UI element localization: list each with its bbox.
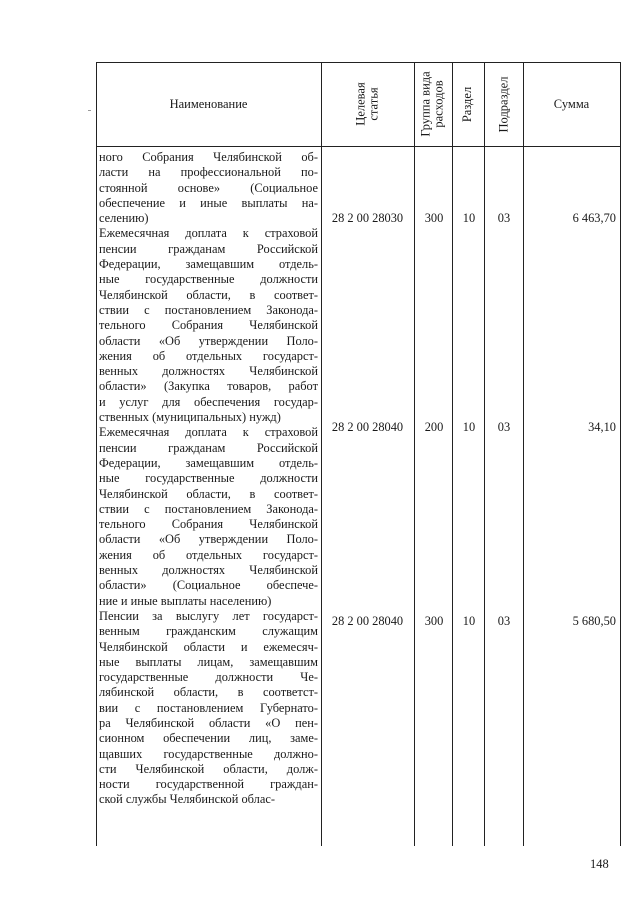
row-section: 10 <box>462 420 476 434</box>
col-border <box>96 62 97 846</box>
row-expense-group: 200 <box>424 420 444 434</box>
row-section: 10 <box>462 614 476 628</box>
margin-mark <box>88 110 91 111</box>
row-name-line: области «Об утверждении Поло- <box>99 333 318 348</box>
row-name-line: ской службы Челябинской облас- <box>99 792 275 807</box>
row-name-line: ные государственные должности <box>99 272 318 287</box>
row-section: 10 <box>462 211 476 225</box>
row-name-line: тельного Собрания Челябинской <box>99 517 318 532</box>
page-number: 148 <box>590 857 609 871</box>
row-name-line: области» (Социальное обеспече- <box>99 578 318 593</box>
header-section-label: Раздел <box>460 86 475 122</box>
row-name-line: жения об отдельных государст- <box>99 547 318 562</box>
row-name-line: ные выплаты лицам, замещавшим <box>99 654 318 669</box>
row-name-line: области «Об утверждении Поло- <box>99 532 318 547</box>
row-name-line: Пенсии за выслугу лет государст- <box>99 608 318 623</box>
row-name <box>99 609 318 808</box>
col-border <box>620 62 621 846</box>
row-name-line: пенсии гражданам Российской <box>99 440 318 455</box>
col-border <box>414 62 415 846</box>
row-name-line: щавших государственные должно- <box>99 746 318 761</box>
row-name-line: вии с постановлением Губернато- <box>99 700 318 715</box>
col-border <box>321 62 322 846</box>
row-name-line: венных должностях Челябинской <box>99 364 318 379</box>
row-name <box>99 226 318 425</box>
header-expense-group-label: Группа вида расходов <box>419 71 447 137</box>
row-name-line: ные государственные должности <box>99 471 318 486</box>
row-name-line: и услуг для обеспечения государ- <box>99 394 318 409</box>
row-name <box>99 425 318 609</box>
row-name-line: ние и иные выплаты населению) <box>99 593 272 608</box>
header-target-label: Целевая статья <box>353 82 381 126</box>
row-subsection: 03 <box>497 614 511 628</box>
header-sum-label: Сумма <box>553 96 590 111</box>
header-sum <box>523 62 620 146</box>
row-subsection: 03 <box>497 420 511 434</box>
row-name-line: ного Собрания Челябинской об- <box>99 150 318 164</box>
row-name-line: стоянной основе» (Социальное <box>99 180 318 195</box>
header-target <box>321 62 414 146</box>
header-name-label: Наименование <box>169 96 248 111</box>
row-name-line: области» (Закупка товаров, работ <box>99 379 318 394</box>
row-sum: 6 463,70 <box>572 211 616 225</box>
row-name-line: государственные должности Че- <box>99 670 318 685</box>
col-border <box>452 62 453 846</box>
row-name-line: тельного Собрания Челябинской <box>99 318 318 333</box>
row-subsection: 03 <box>497 211 511 225</box>
row-name-line: венным гражданским служащим <box>99 624 318 639</box>
row-name-line: ствии с постановлением Законода- <box>99 302 318 317</box>
header-expense-group <box>414 62 452 146</box>
row-sum: 34,10 <box>588 420 616 434</box>
row-name-line: Челябинской области, в соответ- <box>99 287 318 302</box>
header-bottom-border <box>96 146 621 147</box>
row-expense-group: 300 <box>424 614 444 628</box>
row-name-line: лябинской области, в соответст- <box>99 685 318 700</box>
row-name-line: сти Челябинской области, долж- <box>99 761 318 776</box>
header-name <box>96 62 321 146</box>
row-name-line: Челябинской области, в соответ- <box>99 486 318 501</box>
budget-table <box>96 62 621 846</box>
row-name-line: Федерации, замещавшим отдель- <box>99 257 318 272</box>
row-name-line: ности государственной граждан- <box>99 777 318 792</box>
row-name-line: сионном обеспечении лиц, заме- <box>99 731 318 746</box>
header-section <box>452 62 484 146</box>
row-target: 28 2 00 28040 <box>331 420 404 434</box>
row-name-line: венных должностях Челябинской <box>99 563 318 578</box>
row-name-line: Челябинской области и ежемесяч- <box>99 639 318 654</box>
header-subsection-label: Подраздел <box>496 76 510 132</box>
row-name-line: обеспечение и иные выплаты на- <box>99 195 318 210</box>
row-name-line: ра Челябинской области «О пен- <box>99 715 318 730</box>
row-name-line: ствии с постановлением Законода- <box>99 501 318 516</box>
header-subsection <box>484 62 523 146</box>
row-name-line: ласти на профессиональной по- <box>99 165 318 180</box>
col-border <box>523 62 524 846</box>
row-name-line: Ежемесячная доплата к страховой <box>99 226 318 241</box>
row-name-line: пенсии гражданам Российской <box>99 241 318 256</box>
row-target: 28 2 00 28030 <box>331 211 404 225</box>
name-column <box>99 150 318 808</box>
row-expense-group: 300 <box>424 211 444 225</box>
row-sum: 5 680,50 <box>572 614 616 628</box>
row-name-line: селению) <box>99 211 149 226</box>
row-name-line: ственных (муниципальных) нужд) <box>99 410 281 425</box>
row-name-line: жения об отдельных государст- <box>99 348 318 363</box>
row-name <box>99 150 318 226</box>
row-name-line: Ежемесячная доплата к страховой <box>99 425 318 440</box>
col-border <box>484 62 485 846</box>
row-target: 28 2 00 28040 <box>331 614 404 628</box>
row-name-line: Федерации, замещавшим отдель- <box>99 455 318 470</box>
